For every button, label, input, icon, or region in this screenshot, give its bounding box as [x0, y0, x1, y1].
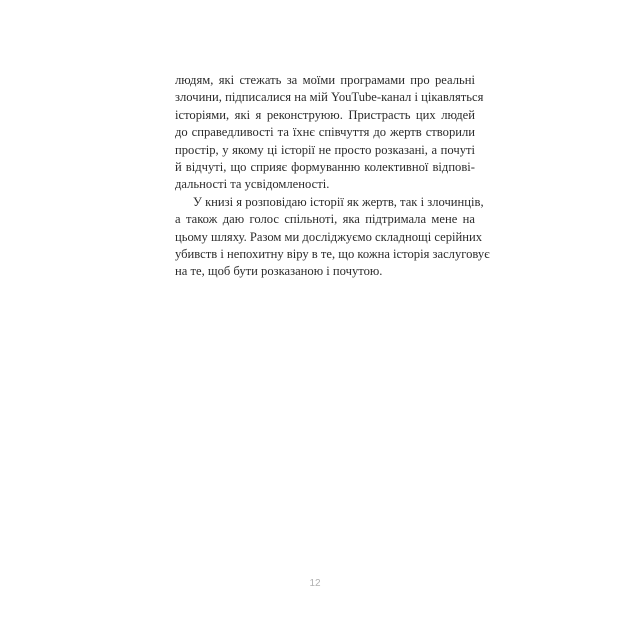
- text-line: У книзі я розповідаю історії як жертв, так і злочинців,: [193, 194, 484, 209]
- text-line: людям, які стежать за моїми програмами про реальні: [175, 73, 475, 87]
- text-line: цьому шляху. Разом ми досліджуємо складнощі серійних: [175, 229, 483, 244]
- text-line: історіями, які я реконструюю. Пристрасть цих людей: [175, 107, 475, 122]
- paragraph-2: [175, 194, 490, 281]
- text-line: на те, щоб бути розказаною і почутою.: [175, 264, 383, 279]
- text-line: до справедливості та їхнє співчуття до жертв створили: [175, 125, 475, 140]
- text-line: дальності та усвідомленості.: [175, 177, 330, 192]
- text-line: простір, у якому ці історії не просто розказані, а почуті: [175, 142, 475, 157]
- page-number: 12: [309, 578, 321, 589]
- text-line: злочини, підписалися на мій YouTube-канал і цікавляться: [175, 90, 484, 105]
- paragraph-1: [175, 72, 484, 194]
- text-line: убивств і непохитну віру в те, що кожна історія заслуговує: [175, 247, 490, 262]
- body-text: [175, 72, 490, 281]
- text-line: й відчуті, що сприяє формуванню колективної відпові-: [175, 160, 475, 175]
- text-line: а також даю голос спільноті, яка підтримала мене на: [175, 212, 475, 227]
